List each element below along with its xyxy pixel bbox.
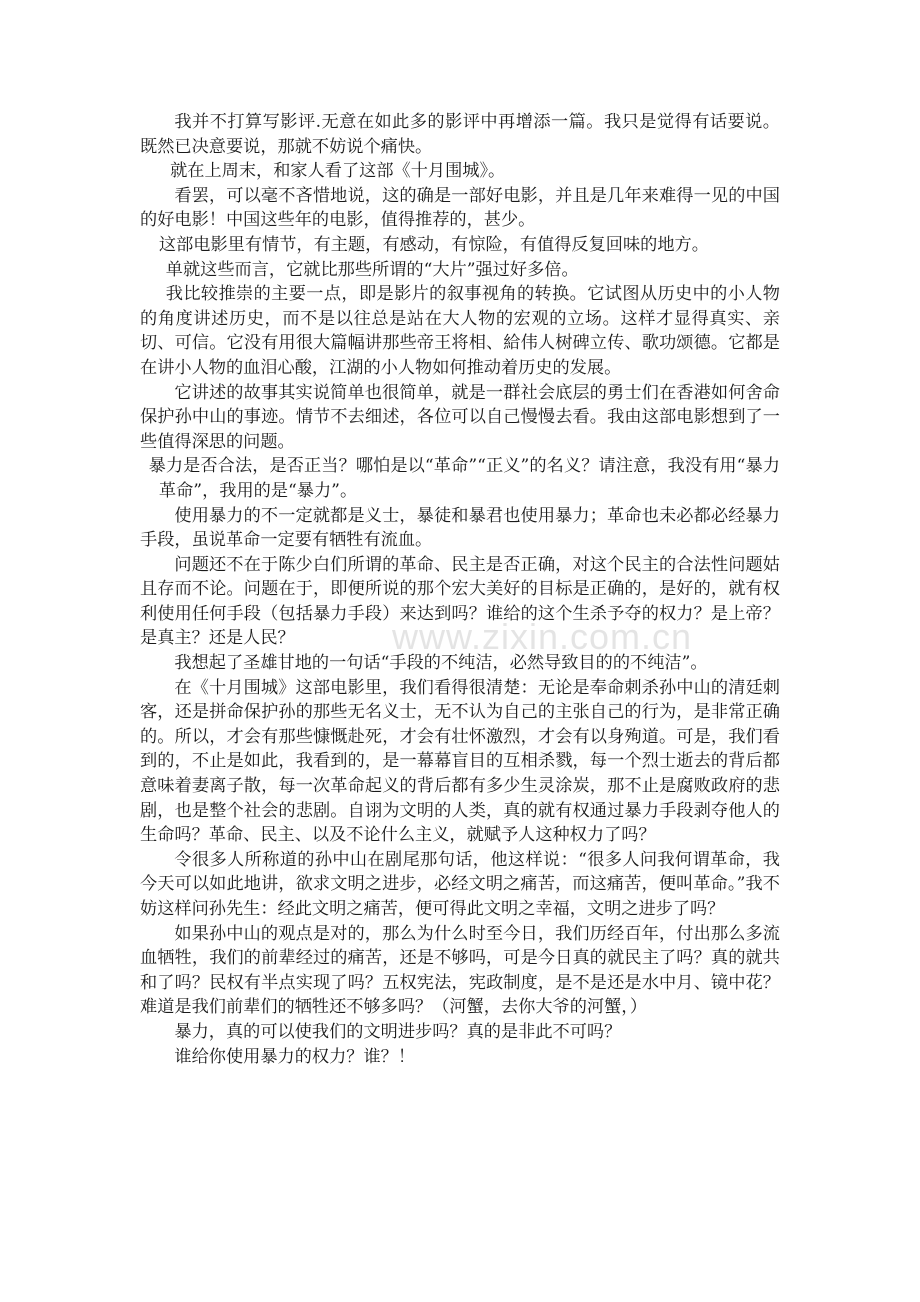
paragraph-10: 问题还不在于陈少白们所谓的革命、民主是否正确，对这个民主的合法性问题姑且存而不论。问题在于，即便所说的那个宏大美好的目标是正确的，是好的，就有权利使用任何手段（包括暴力手段）来达到吗？谁给的这个生杀予夺的权力？是上帝？是真主？还是人民？ — [140, 554, 780, 649]
paragraph-1: 我并不打算写影评.无意在如此多的影评中再增添一篇。我只是觉得有话要说。既然已决意要说，那就不妨说个痛快。 — [140, 112, 780, 157]
paragraph-7: 它讲述的故事其实说简单也很简单，就是一群社会底层的勇士们在香港如何舍命保护孙中山的事迹。情节不去细述，各位可以自己慢慢去看。我由这部电影想到了一些值得深思的问题。 — [140, 382, 780, 452]
paragraph-5: 单就这些而言，它就比那些所谓的“大片”强过好多倍。 — [165, 259, 579, 280]
paragraph-9: 使用暴力的不一定就都是义士，暴徒和暴君也使用暴力；革命也未必都必经暴力手段，虽说革命一定要有牺牲有流血。 — [140, 505, 780, 551]
article-body — [140, 110, 780, 1069]
paragraph-2: 就在上周末，和家人看了这部《十月围城》。 — [170, 161, 506, 182]
paragraph-11: 我想起了圣雄甘地的一句话“手段的不纯洁，必然导致目的的不纯洁”。 — [174, 653, 708, 674]
watermark-text: www.zixin.com.cn — [392, 616, 693, 657]
paragraph-13: 令很多人所称道的孙中山在剧尾那句话，他这样说：“很多人问我何谓革命，我今天可以如此地讲，欲求文明之进步，必经文明之痛苦，而这痛苦，便叫革命。”我不妨这样问孙先生：经此文明之痛苦，便可得此文明之幸福，文明之进步了吗？ — [140, 849, 780, 919]
paragraph-16: 谁给你使用暴力的权力？谁？！ — [174, 1046, 416, 1067]
paragraph-6: 我比较推崇的主要一点，即是影片的叙事视角的转换。它试图从历史中的小人物的角度讲述历史，而不是以往总是站在大人物的宏观的立场。这样才显得真实、亲切、可信。它没有用很大篇幅讲那些帝王将相、給伟人树碑立传、歌功颂德。它都是在讲小人物的血泪心酸，江湖的小人物如何推动着历史的发展。 — [140, 284, 780, 378]
paragraph-12: 在《十月围城》这部电影里，我们看得很清楚：无论是奉命刺杀孙中山的清廷刺客，还是拼命保护孙的那些无名义士，无不认为自己的主张自己的行为，是非常正确的。所以，才会有那些慷慨赴死，才会有壮怀激烈，才会有以身殉道。可是，我们看到的，不止是如此，我看到的，是一幕幕盲目的互相杀戮，每一个烈士逝去的背后都意味着妻离子散，每一次革命起义的背后都有多少生灵涂炭，那不止是腐败政府的悲剧，也是整个社会的悲剧。自诩为文明的人类，真的就有权通过暴力手段剥夺他人的生命吗？革命、民主、以及不论什么主义，就赋予人这种权力了吗？ — [140, 677, 780, 846]
paragraph-8: 暴力是否合法，是否正当？哪怕是以“革命”“正义”的名义？请注意，我没有用“暴力革命”，我用的是“暴力”。 — [148, 456, 780, 501]
paragraph-15: 暴力，真的可以使我们的文明进步吗？真的是非此不可吗？ — [174, 1021, 622, 1042]
paragraph-4: 这部电影里有情节，有主题，有感动，有惊险，有值得反复回味的地方。 — [158, 234, 709, 255]
paragraph-14: 如果孙中山的观点是对的，那么为什么时至今日，我们历经百年，付出那么多流血牺牲，我们的前辈经过的痛苦，还是不够吗，可是今日真的就民主了吗？真的就共和了吗？民权有半点实现了吗？五权宪法，宪政制度，是不是还是水中月、镜中花？难道是我们前辈们的牺牲还不够多吗？（河蟹，去你大爷的河蟹，） — [140, 923, 780, 1018]
paragraph-3: 看罢，可以毫不吝惜地说，这的确是一部好电影，并且是几年来难得一见的中国的好电影！中国这些年的电影，值得推荐的，甚少。 — [140, 185, 780, 231]
